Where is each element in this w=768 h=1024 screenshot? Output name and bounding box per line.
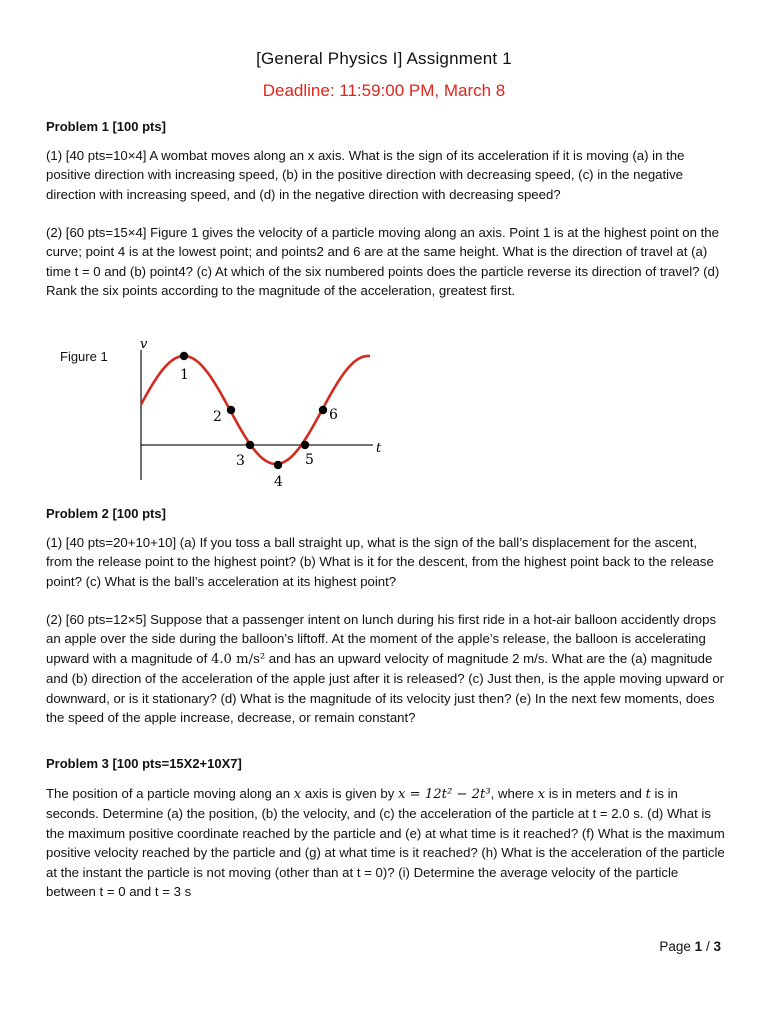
problem1-heading: Problem 1 [100 pts] <box>46 119 166 134</box>
problem3-text-c: , where <box>490 786 534 801</box>
position-equation: x = 12t² − 2t³ <box>398 787 491 802</box>
point-2-marker <box>227 406 235 414</box>
point-3-marker <box>246 441 254 449</box>
point-6-label: 6 <box>329 407 338 423</box>
problem3-text-d: is in meters and <box>548 786 642 801</box>
page-word: Page <box>659 939 691 954</box>
page-total: 3 <box>713 939 721 954</box>
point-4-label: 4 <box>274 474 283 490</box>
problem3-heading: Problem 3 [100 pts=15X2+10X7] <box>46 756 242 771</box>
page-current: 1 <box>694 939 703 954</box>
problem2-part1: (1) [40 pts=20+10+10] (a) If you toss a ball straight up, what is the sign of the ball’s displacement for the ascent, from the release point to the highest point? (b) What is it for the descent, from the highest point back to the release point? (c) What is the ball’s acceleration at its highest point? <box>46 535 714 589</box>
point-6-marker <box>319 406 327 414</box>
point-5-marker <box>301 441 309 449</box>
var-x-2: x <box>537 787 546 802</box>
acceleration-value: 4.0 m/s² <box>210 651 266 667</box>
figure-label: Figure 1 <box>60 349 108 364</box>
point-1-marker <box>180 352 188 360</box>
point-1-label: 1 <box>180 367 189 383</box>
point-5-label: 5 <box>305 452 314 468</box>
var-t: t <box>645 787 651 802</box>
deadline-text: Deadline: 11:59:00 PM, March 8 <box>262 81 506 100</box>
problem1-part1: (1) [40 pts=10×4] A wombat moves along an x axis. What is the sign of its acceleration if it is moving (a) in the positive direction with increasing speed, (b) in the positive direction with decreasing speed, (c) in the negative direction with increasing speed, and (d) in the negative direction with decreasing speed? <box>46 148 685 202</box>
problem3-text-b: axis is given by <box>304 786 395 801</box>
problem2-part2-text-a: (2) [60 pts=12×5] Suppose that a passenger intent on lunch during his first ride in a hot-air balloon accidently drops an apple over the side during the balloon’s liftoff. At the moment of the apple’s release, the balloon is accelerating upward with a magnitude of <box>46 612 717 666</box>
velocity-graph <box>128 338 388 490</box>
problem2-part2 <box>46 610 726 727</box>
problem3-text-a: The position of a particle moving along an <box>46 786 291 801</box>
document-title: [General Physics I] Assignment 1 <box>256 49 512 68</box>
page-indicator <box>659 939 721 954</box>
var-x-1: x <box>293 787 302 802</box>
point-4-marker <box>274 461 282 469</box>
point-3-label: 3 <box>236 453 245 469</box>
problem3-body <box>46 784 726 901</box>
page-separator: / <box>705 939 710 954</box>
t-axis-label: t <box>376 441 382 456</box>
problem3-text-e: is in seconds. Determine (a) the position, (b) the velocity, and (c) the acceleration of the particle at t = 2.0 s. (d) What is the maximum positive coordinate reached by the particle and (e) at what time is it reached? (f) What is the maximum positive velocity reached by the particle and (g) at what time is it reached? (h) What is the acceleration of the particle at the instant the particle is not moving (other than at t = 0)? (i) Determine the average velocity of the particle between t = 0 and t = 3 s <box>46 786 725 900</box>
v-axis-label: v <box>140 338 148 352</box>
point-2-label: 2 <box>213 409 222 425</box>
problem1-part2: (2) [60 pts=15×4] Figure 1 gives the velocity of a particle moving along an axis. Point 1 is at the highest point on the curve; point 4 is at the lowest point; and points2 and 6 are at the same height. What is the direction of travel at (a) time t = 0 and (b) point4? (c) At which of the six numbered points does the particle reverse its direction of travel? (d) Rank the six points according to the magnitude of the acceleration, greatest first. <box>46 225 720 299</box>
problem2-heading: Problem 2 [100 pts] <box>46 506 166 521</box>
problem2-part2-text-b: and has an upward velocity of magnitude 2 m/s. What are the (a) magnitude and (b) direction of the acceleration of the apple just after it is released? (c) Just then, is the apple moving upward or downward, or is it stationary? (d) What is the magnitude of its velocity just then? (e) In the next few moments, does the speed of the apple increase, decrease, or remain constant? <box>46 650 725 726</box>
